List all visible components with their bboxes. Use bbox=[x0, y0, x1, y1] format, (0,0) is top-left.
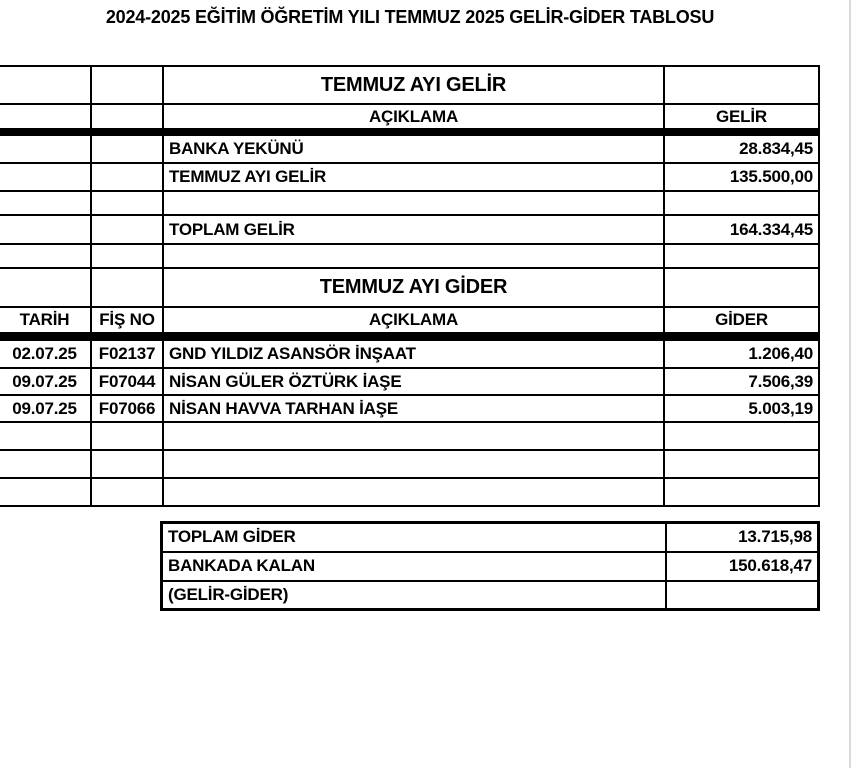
aciklama-cell bbox=[163, 422, 664, 450]
document-title: 2024-2025 EĞİTİM ÖĞRETİM YILI TEMMUZ 2025 GELİR-GİDER TABLOSU bbox=[105, 7, 715, 27]
empty-cell bbox=[0, 268, 91, 307]
aciklama-cell: GND YILDIZ ASANSÖR İNŞAAT bbox=[163, 340, 664, 368]
gider-column-header: GİDER bbox=[664, 307, 819, 333]
summary-label-cell: (GELİR-GİDER) bbox=[162, 581, 666, 610]
table-row bbox=[162, 581, 819, 610]
table-row bbox=[162, 552, 819, 581]
tarih-cell: 09.07.25 bbox=[0, 395, 91, 422]
empty-cell bbox=[0, 66, 91, 104]
empty-cell bbox=[0, 191, 91, 215]
tarih-cell bbox=[0, 478, 91, 506]
summary-amount-cell bbox=[666, 581, 819, 610]
summary-table bbox=[160, 521, 820, 611]
gider-section-header-row bbox=[0, 268, 819, 307]
fisno-cell: F07066 bbox=[91, 395, 163, 422]
aciklama-cell: TOPLAM GELİR bbox=[163, 215, 664, 244]
amount-cell bbox=[664, 191, 819, 215]
summary-amount-cell: 150.618,47 bbox=[666, 552, 819, 581]
table-row bbox=[0, 135, 819, 163]
empty-cell bbox=[91, 135, 163, 163]
table-row bbox=[162, 523, 819, 552]
aciklama-cell: BANKA YEKÜNÜ bbox=[163, 135, 664, 163]
empty-cell bbox=[91, 163, 163, 191]
fisno-column-header: FİŞ NO bbox=[91, 307, 163, 333]
table-row bbox=[0, 191, 819, 215]
gider-column-header-row bbox=[0, 307, 819, 333]
aciklama-cell: NİSAN HAVVA TARHAN İAŞE bbox=[163, 395, 664, 422]
fisno-cell bbox=[91, 450, 163, 478]
empty-cell bbox=[664, 268, 819, 307]
table-row bbox=[0, 422, 819, 450]
page-edge-line bbox=[849, 0, 851, 768]
divider-cell bbox=[0, 333, 91, 340]
tarih-cell bbox=[0, 450, 91, 478]
table-row bbox=[0, 395, 819, 422]
empty-cell bbox=[0, 104, 91, 129]
table-row bbox=[0, 244, 819, 268]
table-row bbox=[0, 340, 819, 368]
empty-cell bbox=[0, 163, 91, 191]
fisno-cell bbox=[91, 422, 163, 450]
gider-section-header: TEMMUZ AYI GİDER bbox=[163, 268, 664, 307]
gelir-column-header-row bbox=[0, 104, 819, 129]
divider-cell bbox=[163, 333, 664, 340]
table-row bbox=[0, 163, 819, 191]
gelir-section-header-row bbox=[0, 66, 819, 104]
aciklama-column-header: AÇIKLAMA bbox=[163, 104, 664, 129]
empty-cell bbox=[91, 66, 163, 104]
table-row bbox=[0, 215, 819, 244]
empty-cell bbox=[664, 66, 819, 104]
empty-cell bbox=[91, 104, 163, 129]
gelir-column-header: GELİR bbox=[664, 104, 819, 129]
empty-cell bbox=[91, 215, 163, 244]
aciklama-cell bbox=[163, 244, 664, 268]
table-row bbox=[0, 368, 819, 395]
amount-cell: 135.500,00 bbox=[664, 163, 819, 191]
aciklama-cell bbox=[163, 478, 664, 506]
tarih-column-header: TARİH bbox=[0, 307, 91, 333]
aciklama-column-header: AÇIKLAMA bbox=[163, 307, 664, 333]
empty-cell bbox=[91, 191, 163, 215]
divider-cell bbox=[91, 333, 163, 340]
tarih-cell bbox=[0, 422, 91, 450]
thick-divider bbox=[0, 333, 819, 340]
summary-label-cell: BANKADA KALAN bbox=[162, 552, 666, 581]
fisno-cell bbox=[91, 478, 163, 506]
table-row bbox=[0, 478, 819, 506]
empty-cell bbox=[91, 268, 163, 307]
aciklama-cell bbox=[163, 450, 664, 478]
empty-cell bbox=[0, 135, 91, 163]
summary-amount-cell: 13.715,98 bbox=[666, 523, 819, 552]
summary-label-cell: TOPLAM GİDER bbox=[162, 523, 666, 552]
fisno-cell: F07044 bbox=[91, 368, 163, 395]
tarih-cell: 09.07.25 bbox=[0, 368, 91, 395]
aciklama-cell: TEMMUZ AYI GELİR bbox=[163, 163, 664, 191]
amount-cell: 28.834,45 bbox=[664, 135, 819, 163]
amount-cell bbox=[664, 422, 819, 450]
empty-cell bbox=[0, 244, 91, 268]
amount-cell bbox=[664, 244, 819, 268]
aciklama-cell bbox=[163, 191, 664, 215]
tarih-cell: 02.07.25 bbox=[0, 340, 91, 368]
empty-cell bbox=[91, 244, 163, 268]
amount-cell bbox=[664, 478, 819, 506]
amount-cell bbox=[664, 450, 819, 478]
amount-cell: 7.506,39 bbox=[664, 368, 819, 395]
table-row bbox=[0, 450, 819, 478]
divider-cell bbox=[664, 333, 819, 340]
empty-cell bbox=[0, 215, 91, 244]
amount-cell: 5.003,19 bbox=[664, 395, 819, 422]
gelir-gider-table bbox=[0, 65, 820, 507]
fisno-cell: F02137 bbox=[91, 340, 163, 368]
aciklama-cell: NİSAN GÜLER ÖZTÜRK İAŞE bbox=[163, 368, 664, 395]
gelir-section-header: TEMMUZ AYI GELİR bbox=[163, 66, 664, 104]
amount-cell: 164.334,45 bbox=[664, 215, 819, 244]
amount-cell: 1.206,40 bbox=[664, 340, 819, 368]
